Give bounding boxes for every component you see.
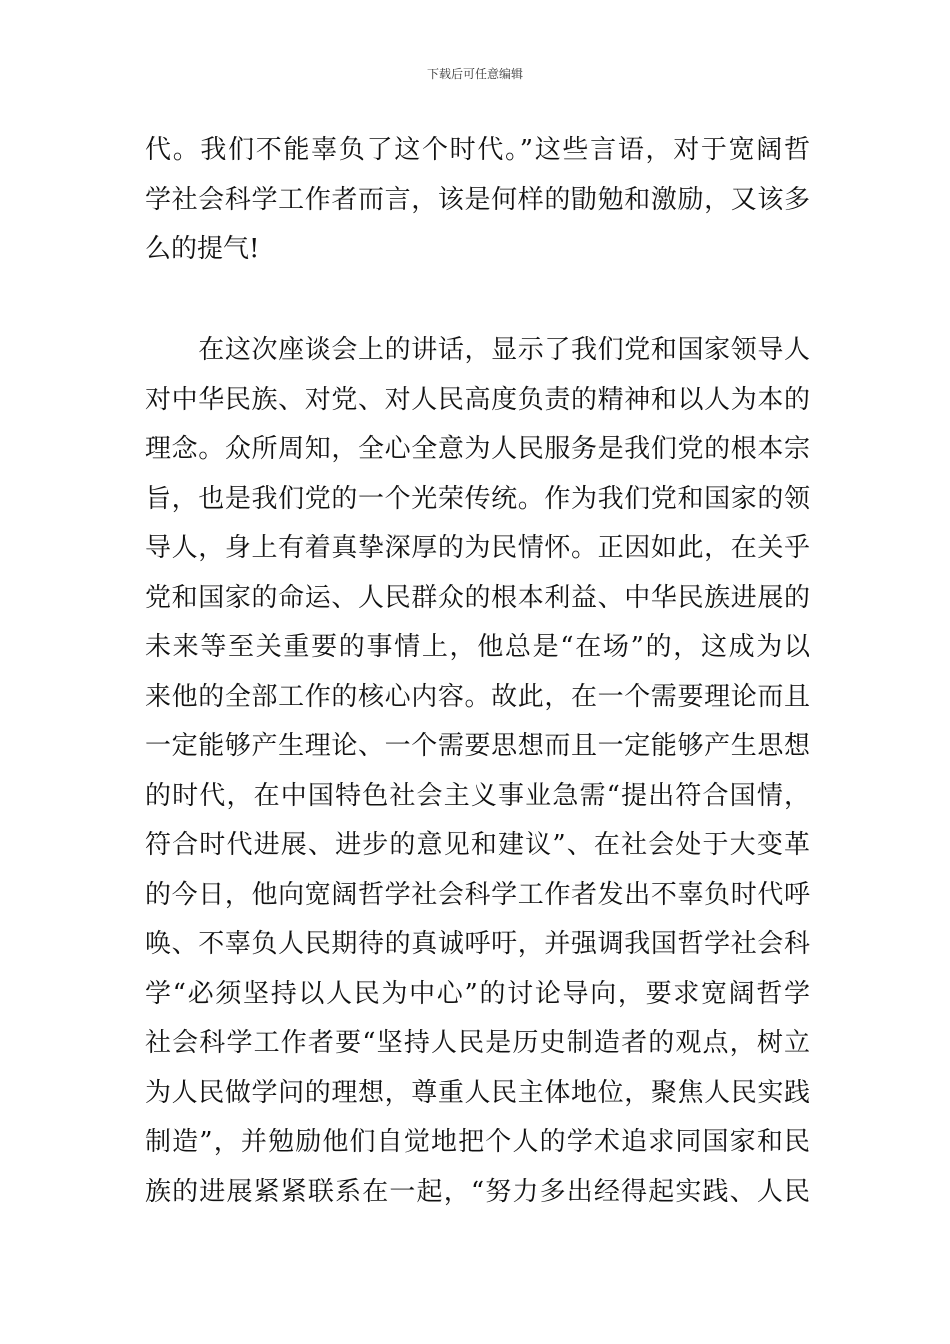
text-line: 的时代，在中国特色社会主义事业急需“提出符合国情， <box>145 780 810 811</box>
text-line: 符合时代进展、进步的意见和建议”、在社会处于大变革 <box>145 830 810 860</box>
text-line: 的今日，他向宽阔哲学社会科学工作者发出不辜负时代呼 <box>145 879 810 910</box>
text-line: 为人民做学问的理想，尊重人民主体地位，聚焦人民实践 <box>145 1077 810 1108</box>
text-line: 导人，身上有着真挚深厚的为民情怀。正因如此，在关乎 <box>145 533 810 563</box>
text-line: 旨，也是我们党的一个光荣传统。作为我们党和国家的领 <box>145 483 810 514</box>
paragraph-1 <box>145 126 810 275</box>
text-line: 对中华民族、对党、对人民高度负责的精神和以人为本的 <box>145 384 810 415</box>
text-line: 族的进展紧紧联系在一起，“努力多出经得起实践、人民 <box>145 1176 810 1207</box>
text-line: 来他的全部工作的核心内容。故此，在一个需要理论而且 <box>145 681 810 712</box>
text-line: 理念。众所周知，全心全意为人民服务是我们党的根本宗 <box>145 434 810 464</box>
text-line: 社会科学工作者要“坚持人民是历史制造者的观点，树立 <box>145 1028 810 1058</box>
text-line: 学“必须坚持以人民为中心”的讨论导向，要求宽阔哲学 <box>145 978 810 1009</box>
text-line: 制造”，并勉励他们自觉地把个人的学术追求同国家和民 <box>145 1127 810 1157</box>
text-line: 唤、不辜负人民期待的真诚呼吁，并强调我国哲学社会科 <box>145 929 810 959</box>
paragraph-2 <box>145 326 810 1217</box>
text-line: 一定能够产生理论、一个需要思想而且一定能够产生思想 <box>145 731 810 761</box>
page-header: 下载后可任意编辑 <box>426 67 523 81</box>
text-line: 党和国家的命运、人民群众的根本利益、中华民族进展的 <box>145 582 810 613</box>
text-line: 学社会科学工作者而言，该是何样的勖勉和激励，又该多 <box>145 184 810 215</box>
text-line: 在这次座谈会上的讲话，显示了我们党和国家领导人 <box>145 335 810 365</box>
text-line: 代。我们不能辜负了这个时代。”这些言语，对于宽阔哲 <box>145 135 810 165</box>
text-line: 未来等至关重要的事情上，他总是“在场”的，这成为以 <box>145 632 810 662</box>
text-line: 么的提气! <box>145 234 260 264</box>
